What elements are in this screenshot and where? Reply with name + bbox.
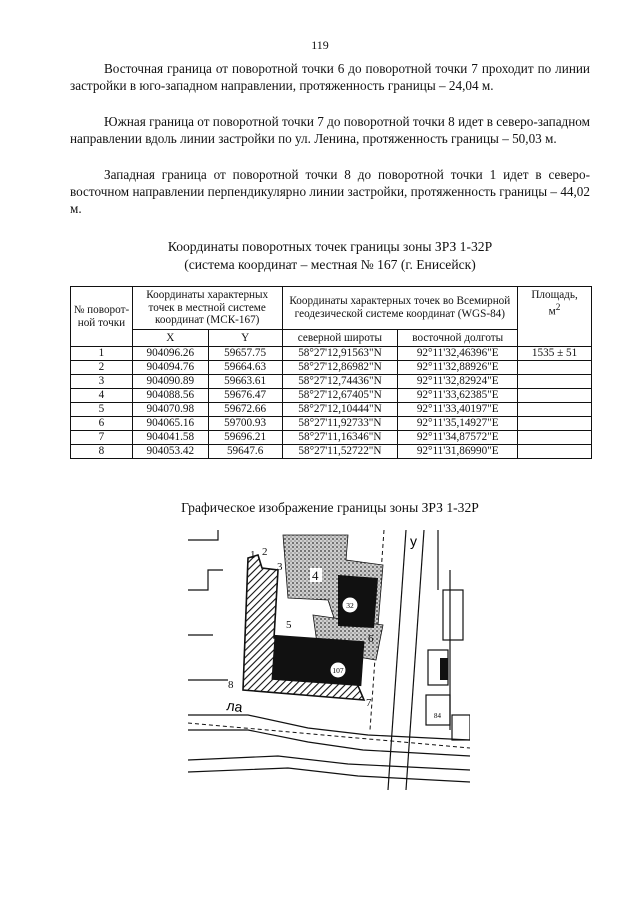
header-area: Площадь, $м^2$ xyxy=(518,287,592,347)
cell-point: 3 xyxy=(71,375,133,389)
cell-x: 904096.26 xyxy=(132,347,208,361)
cell-area xyxy=(518,403,592,417)
table-row xyxy=(71,431,592,445)
header-longitude: восточной долготы xyxy=(398,329,518,347)
cell-area xyxy=(518,389,592,403)
cell-lon: 92°11'32,82924"E xyxy=(398,375,518,389)
building-label: 32 xyxy=(346,601,354,610)
cell-area xyxy=(518,361,592,375)
point-label: 7 xyxy=(366,697,372,709)
cell-point: 1 xyxy=(71,347,133,361)
cell-lat: 58°27'11,52722"N xyxy=(282,445,398,459)
paragraph-south-boundary: Южная граница от поворотной точки 7 до поворотной точки 8 идет в северо-западном направлении вдоль линии застройки по ул. Ленина, протяженность границы – 50,03 м. xyxy=(70,114,590,147)
cell-area xyxy=(518,375,592,389)
cell-x: 904094.76 xyxy=(132,361,208,375)
cell-y: 59676.47 xyxy=(208,389,282,403)
cell-x: 904070.98 xyxy=(132,403,208,417)
cell-y: 59696.21 xyxy=(208,431,282,445)
building-107 xyxy=(272,635,365,686)
table-row xyxy=(71,389,592,403)
table-row xyxy=(71,445,592,459)
graphic-title: Графическое изображение границы зоны ЗРЗ 1-32Р xyxy=(181,500,479,515)
cell-y: 59672.66 xyxy=(208,403,282,417)
cell-x: 904065.16 xyxy=(132,417,208,431)
point-label: 1 xyxy=(250,549,256,561)
cell-area xyxy=(518,431,592,445)
table-row xyxy=(71,403,592,417)
building-label: 107 xyxy=(332,666,344,675)
cell-point: 8 xyxy=(71,445,133,459)
cell-lat: 58°27'12,67405"N xyxy=(282,389,398,403)
cell-point: 2 xyxy=(71,361,133,375)
cell-area xyxy=(518,417,592,431)
boundary-map-drawing xyxy=(188,530,470,790)
header-wgs-coordinates: Координаты характерных точек во Всемирной геодезической системе координат (WGS-84) xyxy=(282,287,518,330)
paragraph-east-boundary: Восточная граница от поворотной точки 6 до поворотной точки 7 проходит по линии застройки в юго-западном направлении, протяженность границы – 24,04 м. xyxy=(70,61,590,94)
point-label: 5 xyxy=(286,619,292,631)
paragraph-west-boundary: Западная граница от поворотной точки 8 до поворотной точки 1 идет в северо-восточном направлении перпендикулярно линии застройки, протяженность границы – 44,02 м. xyxy=(70,167,590,217)
cell-x: 904041.58 xyxy=(132,431,208,445)
cell-x: 904090.89 xyxy=(132,375,208,389)
cell-lat: 58°27'12,86982"N xyxy=(282,361,398,375)
cell-area: 1535 ± 51 xyxy=(518,347,592,361)
cell-lat: 58°27'12,74436"N xyxy=(282,375,398,389)
coordinates-table xyxy=(70,286,592,459)
coordinates-subtitle: (система координат – местная № 167 (г. Енисейск) xyxy=(184,257,476,272)
header-point-number: № поворот-ной точки xyxy=(71,287,133,347)
point-label: 8 xyxy=(228,679,234,691)
cell-y: 59657.75 xyxy=(208,347,282,361)
point-label: 4 xyxy=(312,568,319,583)
cell-point: 6 xyxy=(71,417,133,431)
cell-point: 5 xyxy=(71,403,133,417)
coordinates-title: Координаты поворотных точек границы зоны ЗРЗ 1-32Р xyxy=(167,239,493,254)
header-x: X xyxy=(132,329,208,347)
cell-y: 59647.6 xyxy=(208,445,282,459)
cell-lat: 58°27'12,91563"N xyxy=(282,347,398,361)
table-row xyxy=(71,361,592,375)
cell-x: 904053.42 xyxy=(132,445,208,459)
cell-lon: 92°11'32,46396"E xyxy=(398,347,518,361)
point-label: 3 xyxy=(277,561,283,573)
street-label: ла xyxy=(225,697,244,716)
header-y: Y xyxy=(208,329,282,347)
cell-lon: 92°11'33,62385"E xyxy=(398,389,518,403)
cell-y: 59664.63 xyxy=(208,361,282,375)
cell-lon: 92°11'35,14927"E xyxy=(398,417,518,431)
cell-x: 904088.56 xyxy=(132,389,208,403)
table-row xyxy=(71,417,592,431)
cell-lon: 92°11'32,88926"E xyxy=(398,361,518,375)
point-label: 2 xyxy=(262,546,268,558)
cell-point: 4 xyxy=(71,389,133,403)
table-row xyxy=(71,375,592,389)
street-label: у xyxy=(410,533,417,549)
page-number: 119 xyxy=(311,38,329,52)
boundary-map xyxy=(188,530,470,790)
point-label: 6 xyxy=(368,633,374,645)
building-label: 84 xyxy=(434,712,441,720)
cell-lat: 58°27'11,16346"N xyxy=(282,431,398,445)
table-row xyxy=(71,347,592,361)
cell-lat: 58°27'11,92733"N xyxy=(282,417,398,431)
building-fill xyxy=(440,658,448,680)
cell-lon: 92°11'34,87572"E xyxy=(398,431,518,445)
header-latitude: северной широты xyxy=(282,329,398,347)
cell-lon: 92°11'31,86990"E xyxy=(398,445,518,459)
cell-lat: 58°27'12,10444"N xyxy=(282,403,398,417)
cell-lon: 92°11'33,40197"E xyxy=(398,403,518,417)
cell-area xyxy=(518,445,592,459)
cell-y: 59700.93 xyxy=(208,417,282,431)
cell-point: 7 xyxy=(71,431,133,445)
cell-y: 59663.61 xyxy=(208,375,282,389)
header-local-coordinates: Координаты характерных точек в местной системе координат (МСК-167) xyxy=(132,287,282,330)
